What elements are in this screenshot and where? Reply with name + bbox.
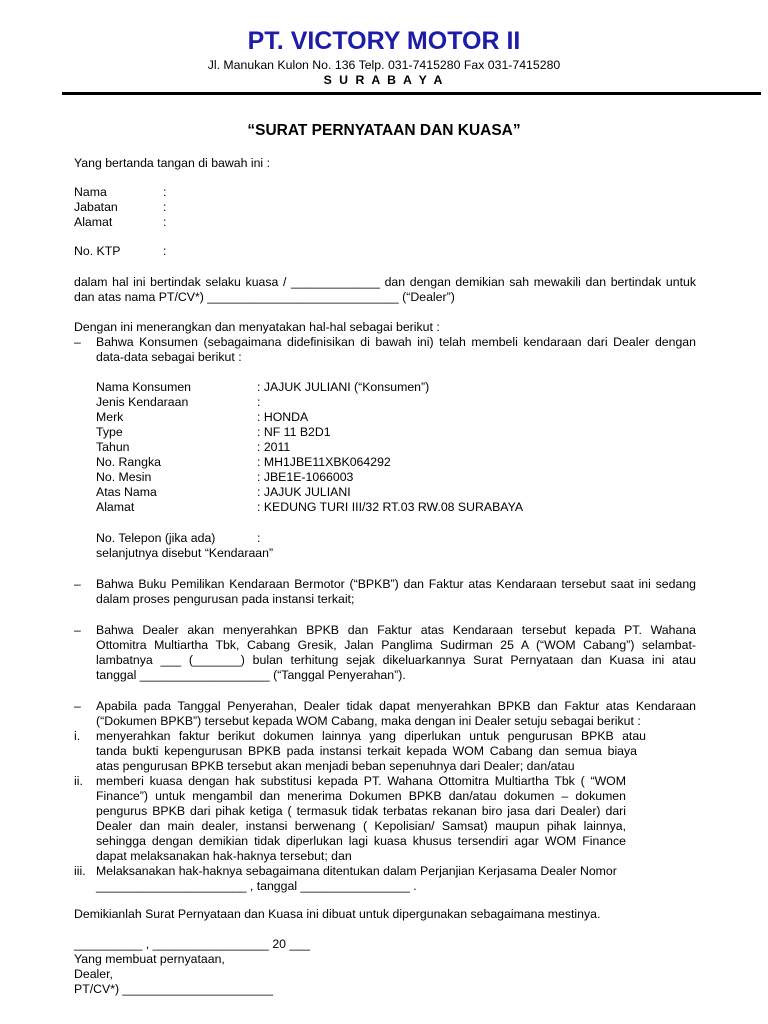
point1-line-2: data-data sebagai berikut : bbox=[96, 350, 242, 364]
bullet-dash: – bbox=[74, 699, 81, 713]
bullet-dash: – bbox=[74, 577, 81, 591]
closing-text: Demikianlah Surat Pernyataan dan Kuasa ini dibuat untuk dipergunakan sebagaimana mestinya. bbox=[74, 907, 601, 921]
vehicle-label: Jenis Kendaraan bbox=[96, 395, 189, 409]
point4-line-2: (“Dokumen BPKB”) tersebut kepada WOM Cabang, maka dengan ini Dealer setuju sebagai berikut : bbox=[96, 714, 641, 728]
jabatan-label: Jabatan bbox=[74, 200, 118, 214]
bullet-dash: – bbox=[74, 335, 81, 349]
vehicle-label: No. Mesin bbox=[96, 470, 152, 484]
point1-line-1: Bahwa Konsumen (sebagaimana didefinisikan di bawah ini) telah membeli kendaraan dari Dealer dengan bbox=[96, 335, 696, 349]
statement-intro: Dengan ini menerangkan dan menyatakan hal-hal sebagai berikut : bbox=[74, 320, 440, 334]
vehicle-value: : NF 11 B2D1 bbox=[257, 425, 331, 439]
acting-line-2: dan atas nama PT/CV*) ____________________________ (“Dealer”) bbox=[74, 290, 455, 304]
point4-line-1: Apabila pada Tanggal Penyerahan, Dealer tidak dapat menyerahkan BPKB dan Faktur atas Kendaraan bbox=[96, 699, 696, 713]
vehicle-label: Atas Nama bbox=[96, 485, 157, 499]
vehicle-label: Nama Konsumen bbox=[96, 380, 192, 394]
ptcv-signature-line: PT/CV*) ______________________ bbox=[74, 982, 273, 996]
sub-ii-line-2: Finance”) untuk mengambil dan menerima Dokumen BPKB dan/atau dokumen – dokumen bbox=[96, 789, 626, 803]
vehicle-value: : JBE1E-1066003 bbox=[257, 470, 354, 484]
sub-item-number: ii. bbox=[74, 774, 83, 788]
telepon-value: : bbox=[257, 531, 261, 545]
sub-iii-line-2: ______________________ , tanggal ________________ . bbox=[96, 879, 417, 893]
sub-item-number: i. bbox=[74, 729, 81, 743]
made-by-text: Yang membuat pernyataan, bbox=[74, 952, 225, 966]
point2-line-2: dalam proses pengurusan pada instansi terkait; bbox=[96, 592, 355, 606]
nama-colon: : bbox=[163, 185, 167, 199]
vehicle-value: : JAJUK JULIANI bbox=[257, 485, 351, 499]
sub-i-line-2: tanda bukti kepengurusan BPKB pada instansi terkait kepada WOM Cabang dan semua biaya bbox=[96, 744, 637, 758]
vehicle-label: Type bbox=[96, 425, 123, 439]
point3-line-3: lambatnya ___ (_______) bulan terhitung sejak dikeluarkannya Surat Pernyataan dan Kuasa ini atau bbox=[96, 653, 696, 667]
sub-ii-line-4: Dealer dan main dealer, instansi berwenang ( Kepolisian/ Samsat) maupun pihak lainnya, bbox=[96, 819, 626, 833]
telepon-label: No. Telepon (jika ada) bbox=[96, 531, 216, 545]
alamat-colon: : bbox=[163, 215, 167, 229]
header-divider bbox=[62, 92, 761, 95]
vehicle-value: : bbox=[257, 395, 261, 409]
kendaraan-note: selanjutnya disebut “Kendaraan” bbox=[96, 546, 274, 560]
sub-i-line-3: atas pengurusan BPKB tersebut akan menjadi beban sepenuhnya dari Dealer; dan/atau bbox=[96, 759, 575, 773]
document-title: “SURAT PERNYATAAN DAN KUASA” bbox=[247, 122, 521, 139]
point3-line-4: tanggal ___________________ (“Tanggal Penyerahan”). bbox=[96, 668, 406, 682]
place-date-line: __________ , _________________ 20 ___ bbox=[74, 937, 310, 951]
point3-line-1: Bahwa Dealer akan menyerahkan BPKB dan Faktur atas Kendaraan tersebut kepada PT. Wahana bbox=[96, 623, 696, 637]
nama-label: Nama bbox=[74, 185, 107, 199]
vehicle-value: : 2011 bbox=[257, 440, 291, 454]
dealer-text: Dealer, bbox=[74, 967, 113, 981]
sub-ii-line-5: sehingga dengan demikian tidak diperlukan lagi kuasa khusus tersendiri agar WOM Finance bbox=[96, 834, 626, 848]
company-city: S U R A B A Y A bbox=[323, 73, 445, 87]
ktp-colon: : bbox=[163, 244, 167, 258]
point2-line-1: Bahwa Buku Pemilikan Kendaraan Bermotor (“BPKB”) dan Faktur atas Kendaraan tersebut saat ini sedang bbox=[96, 577, 696, 591]
vehicle-value: : HONDA bbox=[257, 410, 309, 424]
sub-ii-line-6: dapat melaksanakan hak-haknya tersebut; dan bbox=[96, 849, 352, 863]
vehicle-label: Alamat bbox=[96, 500, 135, 514]
vehicle-value: : JAJUK JULIANI (“Konsumen”) bbox=[257, 380, 430, 394]
company-address: Jl. Manukan Kulon No. 136 Telp. 031-7415280 Fax 031-7415280 bbox=[207, 58, 561, 72]
vehicle-value: : MH1JBE11XBK064292 bbox=[257, 455, 391, 469]
alamat-label: Alamat bbox=[74, 215, 113, 229]
sub-item-number: iii. bbox=[74, 864, 86, 878]
sub-i-line-1: menyerahkan faktur berikut dokumen lainnya yang diperlukan untuk pengurusan BPKB atau bbox=[96, 729, 646, 743]
jabatan-colon: : bbox=[163, 200, 167, 214]
bullet-dash: – bbox=[74, 623, 81, 637]
sub-ii-line-1: memberi kuasa dengan hak substitusi kepada PT. Wahana Ottomitra Multiartha Tbk ( “WOM bbox=[96, 774, 626, 788]
acting-line-1: dalam hal ini bertindak selaku kuasa / _____________ dan dengan demikian sah mewakili dan bertindak untuk bbox=[74, 275, 696, 289]
sub-ii-line-3: pengurus BPKB dari pihak ketiga ( termasuk tidak terbatas rekanan biro jasa dari Dealer) dari bbox=[96, 804, 626, 818]
company-name: PT. VICTORY MOTOR II bbox=[247, 27, 521, 55]
vehicle-label: No. Rangka bbox=[96, 455, 161, 469]
ktp-label: No. KTP bbox=[74, 244, 121, 258]
vehicle-value: : KEDUNG TURI III/32 RT.03 RW.08 SURABAYA bbox=[257, 500, 524, 514]
vehicle-label: Tahun bbox=[96, 440, 130, 454]
intro-text: Yang bertanda tangan di bawah ini : bbox=[74, 156, 270, 170]
sub-iii-line-1: Melaksanakan hak-haknya sebagaimana ditentukan dalam Perjanjian Kerjasama Dealer Nomor bbox=[96, 864, 617, 878]
vehicle-label: Merk bbox=[96, 410, 124, 424]
point3-line-2: Ottomitra Multiartha Tbk, Cabang Gresik, Jalan Panglima Sudirman 25 A (“WOM Cabang”) selambat- bbox=[96, 638, 696, 652]
